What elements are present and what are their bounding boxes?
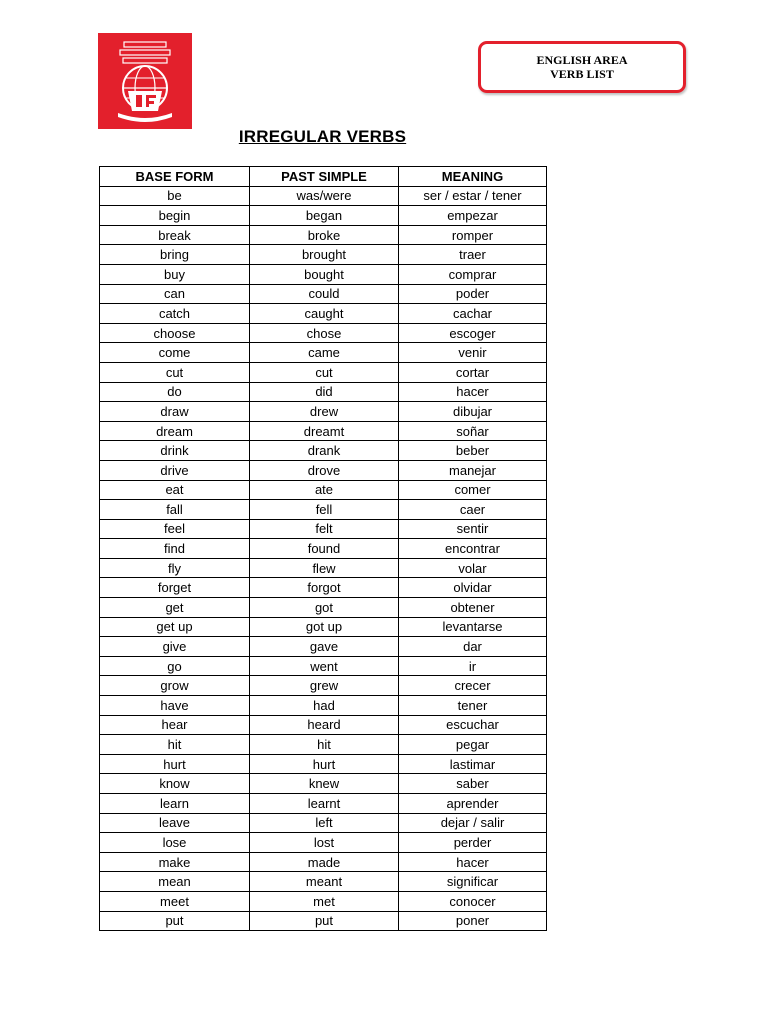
past-simple-cell: hit (250, 735, 399, 755)
base-form-cell: go (100, 656, 250, 676)
base-form-cell: mean (100, 872, 250, 892)
table-row (100, 186, 547, 206)
past-simple-cell: drew (250, 402, 399, 422)
past-simple-cell: began (250, 206, 399, 226)
area-title: ENGLISH AREA (536, 53, 628, 67)
meaning-cell: volar (399, 558, 547, 578)
base-form-cell: fly (100, 558, 250, 578)
english-area-box (478, 41, 686, 93)
past-simple-cell: met (250, 891, 399, 911)
meaning-cell: comer (399, 480, 547, 500)
base-form-cell: can (100, 284, 250, 304)
base-form-cell: give (100, 637, 250, 657)
past-simple-cell: meant (250, 872, 399, 892)
base-form-cell: bring (100, 245, 250, 265)
meaning-cell: ser / estar / tener (399, 186, 547, 206)
meaning-cell: significar (399, 872, 547, 892)
base-form-cell: lose (100, 833, 250, 853)
table-row (100, 735, 547, 755)
table-row (100, 813, 547, 833)
past-simple-cell: chose (250, 323, 399, 343)
meaning-cell: soñar (399, 421, 547, 441)
past-simple-cell: gave (250, 637, 399, 657)
base-form-cell: get up (100, 617, 250, 637)
page-title: IRREGULAR VERBS (238, 127, 407, 146)
base-form-cell: meet (100, 891, 250, 911)
table-row (100, 558, 547, 578)
past-simple-cell: got (250, 598, 399, 618)
base-form-cell: dream (100, 421, 250, 441)
meaning-cell: poner (399, 911, 547, 931)
past-simple-cell: dreamt (250, 421, 399, 441)
meaning-cell: levantarse (399, 617, 547, 637)
meaning-cell: comprar (399, 264, 547, 284)
meaning-cell: dibujar (399, 402, 547, 422)
past-simple-cell: was/were (250, 186, 399, 206)
irregular-verbs-table (99, 166, 547, 931)
past-simple-cell: caught (250, 304, 399, 324)
meaning-cell: saber (399, 774, 547, 794)
column-header-base-form: BASE FORM (100, 167, 250, 187)
base-form-cell: cut (100, 362, 250, 382)
past-simple-cell: hurt (250, 754, 399, 774)
meaning-cell: escuchar (399, 715, 547, 735)
table-row (100, 852, 547, 872)
meaning-cell: perder (399, 833, 547, 853)
table-row (100, 323, 547, 343)
past-simple-cell: found (250, 539, 399, 559)
meaning-cell: dar (399, 637, 547, 657)
past-simple-cell: forgot (250, 578, 399, 598)
base-form-cell: do (100, 382, 250, 402)
meaning-cell: hacer (399, 852, 547, 872)
meaning-cell: obtener (399, 598, 547, 618)
meaning-cell: romper (399, 225, 547, 245)
table-row (100, 264, 547, 284)
meaning-cell: lastimar (399, 754, 547, 774)
table-header-row (100, 167, 547, 187)
table-row (100, 656, 547, 676)
table-row (100, 676, 547, 696)
table-row (100, 637, 547, 657)
table-row (100, 343, 547, 363)
past-simple-cell: put (250, 911, 399, 931)
past-simple-cell: got up (250, 617, 399, 637)
past-simple-cell: brought (250, 245, 399, 265)
base-form-cell: grow (100, 676, 250, 696)
meaning-cell: empezar (399, 206, 547, 226)
table-row (100, 519, 547, 539)
meaning-cell: traer (399, 245, 547, 265)
past-simple-cell: knew (250, 774, 399, 794)
past-simple-cell: could (250, 284, 399, 304)
base-form-cell: learn (100, 794, 250, 814)
table-row (100, 500, 547, 520)
base-form-cell: drink (100, 441, 250, 461)
table-row (100, 480, 547, 500)
base-form-cell: begin (100, 206, 250, 226)
table-row (100, 891, 547, 911)
table-row (100, 460, 547, 480)
base-form-cell: feel (100, 519, 250, 539)
base-form-cell: put (100, 911, 250, 931)
base-form-cell: draw (100, 402, 250, 422)
past-simple-cell: fell (250, 500, 399, 520)
base-form-cell: come (100, 343, 250, 363)
base-form-cell: choose (100, 323, 250, 343)
past-simple-cell: had (250, 696, 399, 716)
table-row (100, 833, 547, 853)
meaning-cell: venir (399, 343, 547, 363)
table-row (100, 715, 547, 735)
crest-icon (98, 33, 192, 129)
meaning-cell: ir (399, 656, 547, 676)
past-simple-cell: did (250, 382, 399, 402)
base-form-cell: eat (100, 480, 250, 500)
base-form-cell: break (100, 225, 250, 245)
meaning-cell: conocer (399, 891, 547, 911)
past-simple-cell: ate (250, 480, 399, 500)
past-simple-cell: left (250, 813, 399, 833)
base-form-cell: fall (100, 500, 250, 520)
base-form-cell: get (100, 598, 250, 618)
meaning-cell: sentir (399, 519, 547, 539)
meaning-cell: pegar (399, 735, 547, 755)
base-form-cell: have (100, 696, 250, 716)
meaning-cell: beber (399, 441, 547, 461)
past-simple-cell: bought (250, 264, 399, 284)
table-row (100, 696, 547, 716)
meaning-cell: crecer (399, 676, 547, 696)
past-simple-cell: broke (250, 225, 399, 245)
table-row (100, 284, 547, 304)
table-row (100, 206, 547, 226)
school-crest-logo (98, 33, 192, 129)
meaning-cell: escoger (399, 323, 547, 343)
meaning-cell: olvidar (399, 578, 547, 598)
past-simple-cell: made (250, 852, 399, 872)
meaning-cell: aprender (399, 794, 547, 814)
base-form-cell: find (100, 539, 250, 559)
past-simple-cell: felt (250, 519, 399, 539)
column-header-meaning: MEANING (399, 167, 547, 187)
meaning-cell: poder (399, 284, 547, 304)
table-row (100, 617, 547, 637)
table-row (100, 421, 547, 441)
past-simple-cell: cut (250, 362, 399, 382)
base-form-cell: forget (100, 578, 250, 598)
table-row (100, 598, 547, 618)
meaning-cell: encontrar (399, 539, 547, 559)
area-subtitle: VERB LIST (550, 67, 614, 81)
table-row (100, 754, 547, 774)
past-simple-cell: flew (250, 558, 399, 578)
base-form-cell: hear (100, 715, 250, 735)
table-row (100, 402, 547, 422)
base-form-cell: know (100, 774, 250, 794)
past-simple-cell: grew (250, 676, 399, 696)
table-row (100, 774, 547, 794)
table-row (100, 362, 547, 382)
past-simple-cell: came (250, 343, 399, 363)
table-row (100, 245, 547, 265)
table-row (100, 872, 547, 892)
column-header-past-simple: PAST SIMPLE (250, 167, 399, 187)
base-form-cell: make (100, 852, 250, 872)
base-form-cell: drive (100, 460, 250, 480)
meaning-cell: dejar / salir (399, 813, 547, 833)
meaning-cell: cachar (399, 304, 547, 324)
past-simple-cell: drove (250, 460, 399, 480)
table-row (100, 441, 547, 461)
base-form-cell: catch (100, 304, 250, 324)
meaning-cell: hacer (399, 382, 547, 402)
past-simple-cell: learnt (250, 794, 399, 814)
base-form-cell: hit (100, 735, 250, 755)
past-simple-cell: heard (250, 715, 399, 735)
meaning-cell: cortar (399, 362, 547, 382)
past-simple-cell: lost (250, 833, 399, 853)
meaning-cell: tener (399, 696, 547, 716)
past-simple-cell: drank (250, 441, 399, 461)
meaning-cell: caer (399, 500, 547, 520)
table-row (100, 911, 547, 931)
table-row (100, 578, 547, 598)
table-row (100, 794, 547, 814)
base-form-cell: buy (100, 264, 250, 284)
table-row (100, 304, 547, 324)
table-row (100, 382, 547, 402)
past-simple-cell: went (250, 656, 399, 676)
base-form-cell: hurt (100, 754, 250, 774)
table-row (100, 539, 547, 559)
base-form-cell: leave (100, 813, 250, 833)
base-form-cell: be (100, 186, 250, 206)
meaning-cell: manejar (399, 460, 547, 480)
table-row (100, 225, 547, 245)
